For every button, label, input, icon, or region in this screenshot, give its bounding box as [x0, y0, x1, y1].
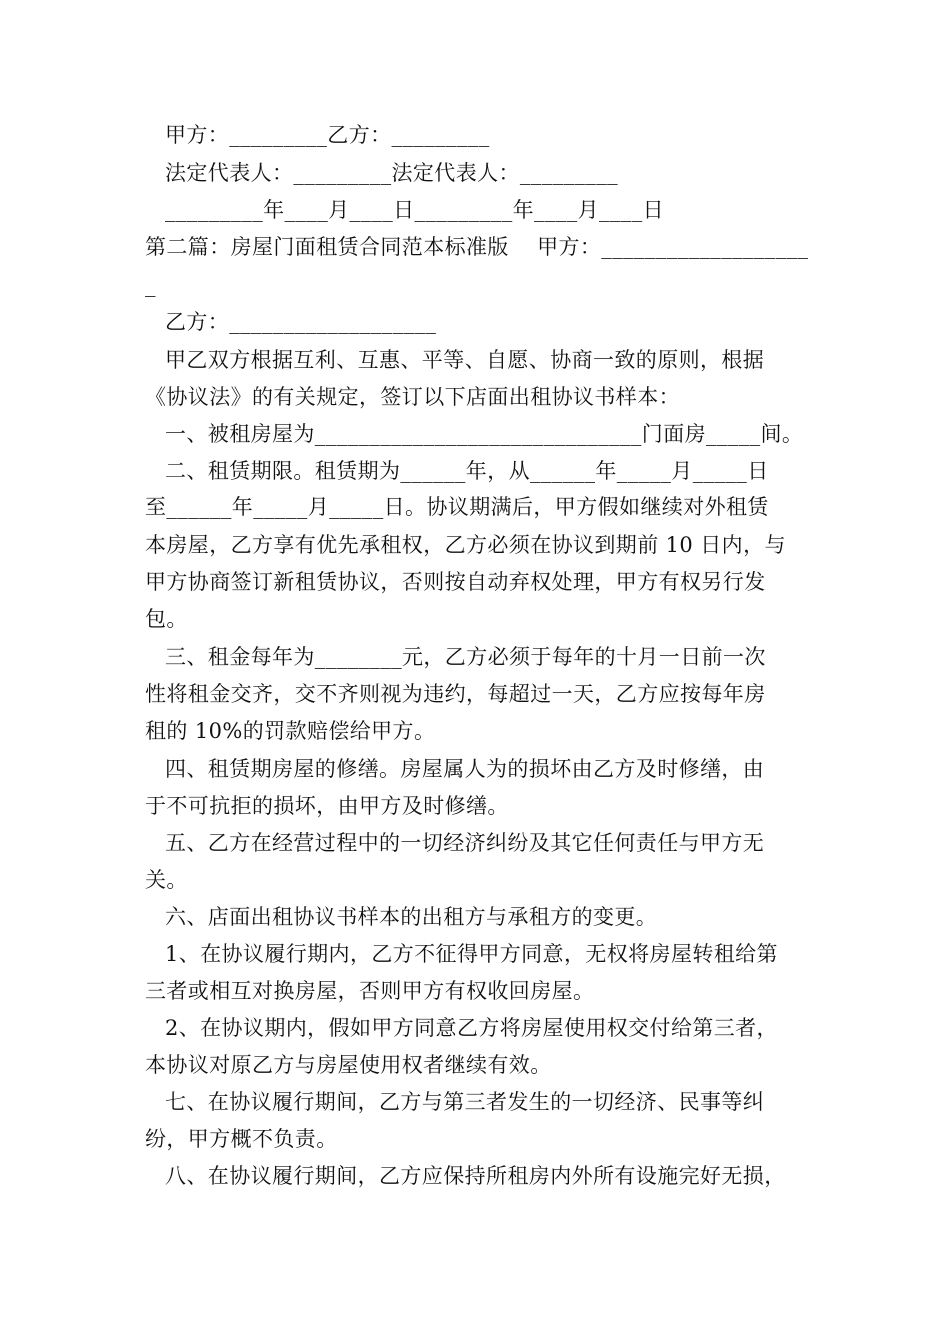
clause-3: 三、租金每年为________元，乙方必须于每年的十月一日前一次 [165, 645, 766, 669]
paragraph-line: 本房屋，乙方享有优先承租权，乙方必须在协议到期前 10 日内，与 [145, 533, 786, 557]
subclause-6-2: 2、在协议期内，假如甲方同意乙方将房屋使用权交付给第三者， [165, 1016, 778, 1040]
signature-line-representatives: 法定代表人：_________法定代表人：_________ [165, 161, 618, 185]
paragraph-line: 性将租金交齐，交不齐则视为违约，每超过一天，乙方应按每年房 [145, 682, 766, 706]
paragraph-line: 本协议对原乙方与房屋使用权者继续有效。 [145, 1053, 552, 1077]
heading-continuation: _ [145, 273, 156, 297]
paragraph-line: 《协议法》的有关规定，签订以下店面出租协议书样本： [145, 385, 680, 409]
clause-4: 四、租赁期房屋的修缮。房屋属人为的损坏由乙方及时修缮，由 [165, 757, 765, 781]
clause-5: 五、乙方在经营过程中的一切经济纠纷及其它任何责任与甲方无 [165, 831, 765, 855]
paragraph-line: 纷，甲方概不负责。 [145, 1127, 338, 1151]
paragraph-line: 甲方协商签订新租赁协议，否则按自动弃权处理，甲方有权另行发 [145, 570, 766, 594]
signature-line-dates: _________年____月____日_________年____月____日 [165, 198, 664, 222]
clause-8: 八、在协议履行期间，乙方应保持所租房内外所有设施完好无损， [165, 1164, 786, 1188]
paragraph-line: 于不可抗拒的损坏，由甲方及时修缮。 [145, 794, 509, 818]
paragraph-line: 租的 10%的罚款赔偿给甲方。 [145, 719, 436, 743]
signature-line-parties: 甲方：_________乙方：_________ [165, 123, 490, 147]
paragraph-line: 至______年_____月_____日。协议期满后，甲方假如继续对外租赁 [145, 495, 769, 519]
clause-1: 一、被租房屋为______________________________门面房_____间。 [165, 422, 804, 446]
party-b-line: 乙方：___________________ [165, 310, 437, 334]
paragraph-line: 关。 [145, 868, 188, 892]
paragraph-line: 包。 [145, 607, 188, 631]
clause-7: 七、在协议履行期间，乙方与第三者发生的一切经济、民事等纠 [165, 1090, 765, 1114]
subclause-6-1: 1、在协议履行期内，乙方不征得甲方同意，无权将房屋转租给第 [165, 942, 778, 966]
clause-2: 二、租赁期限。租赁期为______年，从______年_____月_____日 [165, 459, 769, 483]
clause-6: 六、店面出租协议书样本的出租方与承租方的变更。 [165, 905, 658, 929]
paragraph-line: 甲乙双方根据互利、互惠、平等、自愿、协商一致的原则，根据 [165, 348, 765, 372]
paragraph-line: 三者或相互对换房屋，否则甲方有权收回房屋。 [145, 979, 595, 1003]
section-heading: 第二篇：房屋门面租赁合同范本标准版 甲方：___________________ [145, 235, 809, 259]
